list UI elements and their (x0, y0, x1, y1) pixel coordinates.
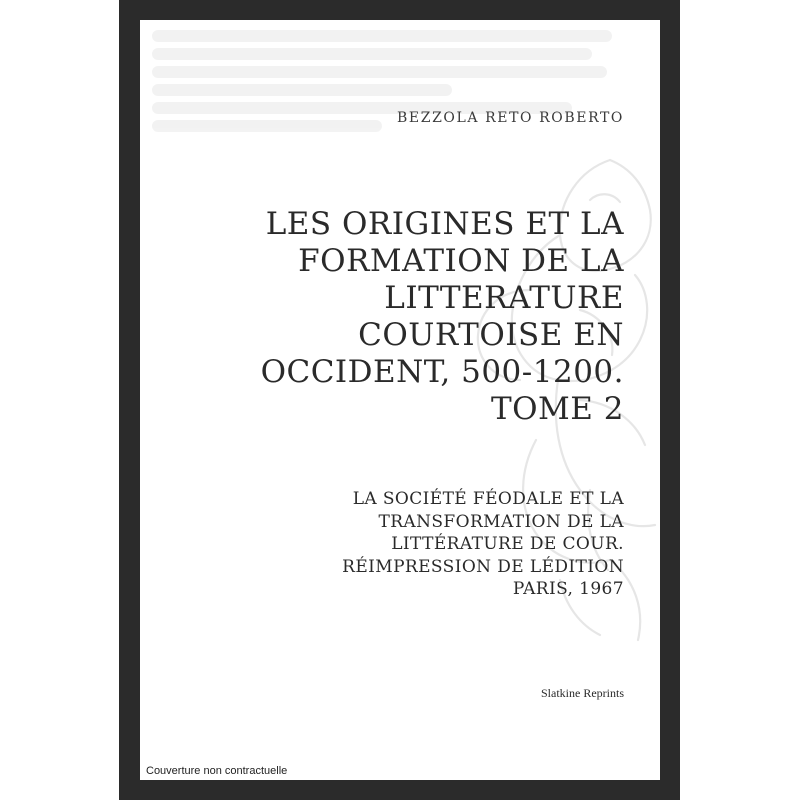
author-name: BEZZOLA RETO ROBERTO (397, 110, 624, 126)
title-line: LES ORIGINES ET LA (265, 206, 624, 242)
title-line: FORMATION DE LA (298, 243, 624, 279)
book-title (204, 206, 624, 428)
subtitle-line: TRANSFORMATION DE LA (378, 511, 624, 532)
title-line: TOME 2 (490, 391, 624, 427)
subtitle-line: PARIS, 1967 (512, 579, 624, 599)
title-line: LITTERATURE (384, 280, 624, 316)
publisher-name: Slatkine Reprints (541, 686, 624, 700)
subtitle-line: LA SOCIÉTÉ FÉODALE ET LA (352, 489, 624, 509)
cover-disclaimer-label: Couverture non contractuelle (140, 762, 295, 780)
subtitle-line: LITTÉRATURE DE COUR. (391, 534, 624, 554)
book-cover (140, 20, 660, 780)
subtitle-line: RÉIMPRESSION DE LÉDITION (342, 556, 624, 577)
title-line: COURTOISE EN (358, 317, 624, 353)
title-line: OCCIDENT, 500-1200. (260, 354, 624, 390)
book-subtitle (204, 488, 624, 601)
